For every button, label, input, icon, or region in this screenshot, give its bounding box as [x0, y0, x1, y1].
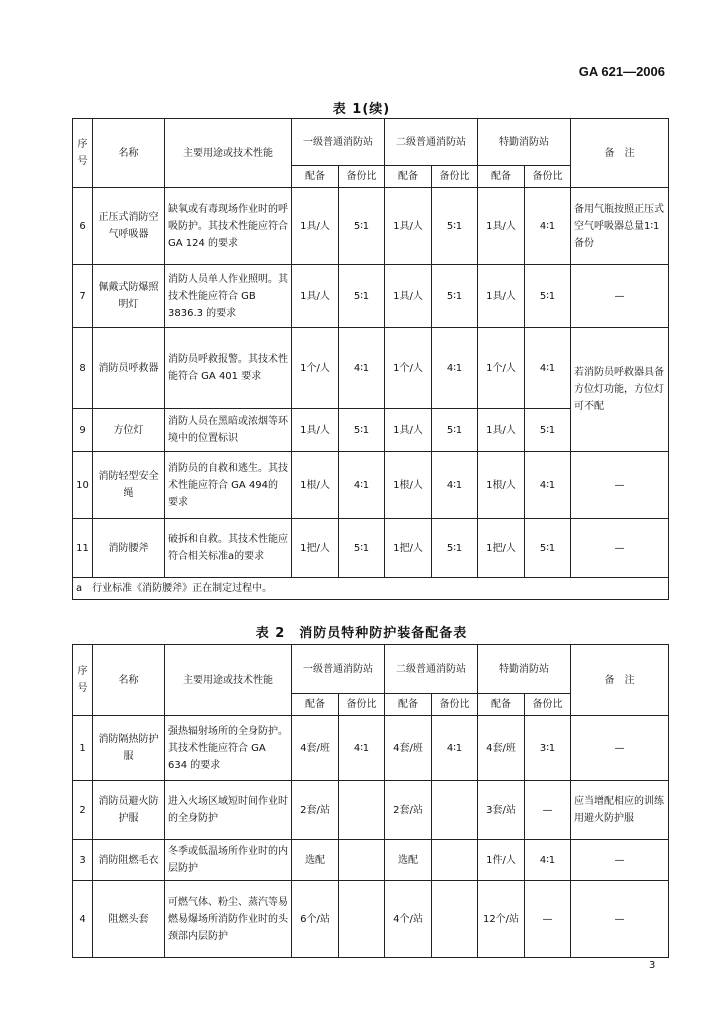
row-bei: 4∶1 [339, 452, 385, 519]
row-bei: — [525, 781, 571, 840]
row-desc: 消防人员单人作业照明。其技术性能应符合 GB 3836.3 的要求 [165, 265, 292, 328]
row-pei: 1把/人 [385, 519, 432, 578]
row-bei: 5∶1 [339, 519, 385, 578]
row-name: 消防员呼救器 [93, 328, 165, 409]
table-row [73, 519, 669, 578]
row-pei: 选配 [385, 840, 432, 881]
row-bei: 5∶1 [432, 519, 478, 578]
header-pei: 配备 [385, 694, 432, 716]
header-bei: 备份比 [432, 166, 478, 188]
row-note: — [571, 716, 669, 781]
row-seq: 10 [73, 452, 93, 519]
row-pei: 4套/班 [385, 716, 432, 781]
row-seq: 1 [73, 716, 93, 781]
header-pei: 配备 [292, 694, 339, 716]
row-pei: 1具/人 [385, 409, 432, 452]
header-bei: 备份比 [525, 166, 571, 188]
row-bei: 4∶1 [339, 328, 385, 409]
header-pei: 配备 [292, 166, 339, 188]
row-pei: 4个/站 [385, 881, 432, 958]
row-seq: 6 [73, 188, 93, 265]
row-name: 阻燃头套 [93, 881, 165, 958]
row-pei: 1具/人 [292, 188, 339, 265]
header-note: 备 注 [571, 645, 669, 716]
header-seq: 序号 [73, 645, 93, 716]
row-pei: 1具/人 [292, 265, 339, 328]
row-pei: 2套/站 [385, 781, 432, 840]
row-name: 消防轻型安全绳 [93, 452, 165, 519]
page-number: 3 [649, 960, 656, 971]
row-pei: 1把/人 [478, 519, 525, 578]
row-bei [432, 881, 478, 958]
equipment-table-2 [72, 644, 669, 958]
row-pei: 1根/人 [478, 452, 525, 519]
row-desc: 冬季或低温场所作业时的内层防护 [165, 840, 292, 881]
row-pei: 1具/人 [292, 409, 339, 452]
row-seq: 4 [73, 881, 93, 958]
row-bei: 4∶1 [525, 840, 571, 881]
row-pei: 1个/人 [478, 328, 525, 409]
row-bei: — [525, 881, 571, 958]
row-bei: 4∶1 [525, 328, 571, 409]
row-pei: 1具/人 [385, 265, 432, 328]
row-pei: 1具/人 [478, 265, 525, 328]
row-name: 消防阻燃毛衣 [93, 840, 165, 881]
row-pei: 6个/站 [292, 881, 339, 958]
table-row [73, 881, 669, 958]
header-special-station: 特勤消防站 [478, 645, 571, 694]
row-bei: 5∶1 [339, 409, 385, 452]
header-desc: 主要用途或技术性能 [165, 645, 292, 716]
row-name: 方位灯 [93, 409, 165, 452]
row-bei [432, 840, 478, 881]
row-name: 佩戴式防爆照明灯 [93, 265, 165, 328]
row-bei: 4∶1 [525, 188, 571, 265]
row-name: 正压式消防空气呼吸器 [93, 188, 165, 265]
header-name: 名称 [93, 645, 165, 716]
row-pei: 1件/人 [478, 840, 525, 881]
row-note: 若消防员呼救器具备方位灯功能，方位灯可不配 [571, 328, 669, 452]
header-name: 名称 [93, 119, 165, 188]
row-pei: 1具/人 [385, 188, 432, 265]
row-bei: 3∶1 [525, 716, 571, 781]
row-pei: 1根/人 [292, 452, 339, 519]
row-note: 备用气瓶按照正压式空气呼吸器总量1∶1备份 [571, 188, 669, 265]
row-desc: 缺氧或有毒现场作业时的呼吸防护。其技术性能应符合 GA 124 的要求 [165, 188, 292, 265]
row-note: — [571, 452, 669, 519]
row-seq: 7 [73, 265, 93, 328]
header-level2-station: 二级普通消防站 [385, 645, 478, 694]
standard-code: GA 621—2006 [578, 64, 665, 79]
header-pei: 配备 [478, 166, 525, 188]
row-bei [339, 781, 385, 840]
row-bei: 4∶1 [432, 716, 478, 781]
table-row [73, 781, 669, 840]
row-desc: 可燃气体、粉尘、蒸汽等易燃易爆场所消防作业时的头颈部内层防护 [165, 881, 292, 958]
row-desc: 消防员呼救报警。其技术性能符合 GA 401 要求 [165, 328, 292, 409]
header-level2-station: 二级普通消防站 [385, 119, 478, 166]
table-row [73, 840, 669, 881]
row-bei [339, 840, 385, 881]
row-bei: 5∶1 [432, 265, 478, 328]
header-pei: 配备 [478, 694, 525, 716]
row-pei: 2套/站 [292, 781, 339, 840]
header-bei: 备份比 [339, 694, 385, 716]
row-bei: 5∶1 [339, 188, 385, 265]
header-bei: 备份比 [432, 694, 478, 716]
row-pei: 4套/班 [292, 716, 339, 781]
table-row [73, 328, 669, 409]
row-seq: 11 [73, 519, 93, 578]
table1-caption: 表 1(续) [332, 102, 391, 117]
equipment-table-1 [72, 118, 669, 600]
row-seq: 2 [73, 781, 93, 840]
table2-caption: 表 2 消防员特种防护装备配备表 [255, 626, 468, 641]
row-bei [339, 881, 385, 958]
table1-footnote: a 行业标准《消防腰斧》正在制定过程中。 [73, 578, 669, 600]
row-name: 消防隔热防护服 [93, 716, 165, 781]
row-bei: 5∶1 [432, 188, 478, 265]
header-bei: 备份比 [525, 694, 571, 716]
row-note: — [571, 840, 669, 881]
row-pei: 3套/站 [478, 781, 525, 840]
row-desc: 强热辐射场所的全身防护。其技术性能应符合 GA 634 的要求 [165, 716, 292, 781]
row-desc: 破拆和自救。其技术性能应符合相关标准a的要求 [165, 519, 292, 578]
table-row [73, 265, 669, 328]
header-bei: 备份比 [339, 166, 385, 188]
row-bei: 4∶1 [339, 716, 385, 781]
row-bei: 5∶1 [339, 265, 385, 328]
row-note: — [571, 881, 669, 958]
row-bei: 4∶1 [525, 452, 571, 519]
row-name: 消防员避火防护服 [93, 781, 165, 840]
table-row [73, 188, 669, 265]
row-pei: 4套/班 [478, 716, 525, 781]
row-note: — [571, 519, 669, 578]
row-bei: 4∶1 [432, 328, 478, 409]
row-pei: 1个/人 [385, 328, 432, 409]
header-level1-station: 一级普通消防站 [292, 645, 385, 694]
row-bei: 5∶1 [432, 409, 478, 452]
row-seq: 3 [73, 840, 93, 881]
row-pei: 1把/人 [292, 519, 339, 578]
row-bei: 5∶1 [525, 265, 571, 328]
row-desc: 消防人员在黑暗或浓烟等环境中的位置标识 [165, 409, 292, 452]
header-pei: 配备 [385, 166, 432, 188]
header-note: 备 注 [571, 119, 669, 188]
header-seq: 序号 [73, 119, 93, 188]
row-bei: 5∶1 [525, 519, 571, 578]
table-row [73, 716, 669, 781]
row-note: — [571, 265, 669, 328]
header-desc: 主要用途或技术性能 [165, 119, 292, 188]
row-name: 消防腰斧 [93, 519, 165, 578]
row-desc: 进入火场区域短时间作业时的全身防护 [165, 781, 292, 840]
row-desc: 消防员的自救和逃生。其技术性能应符合 GA 494的要求 [165, 452, 292, 519]
row-pei: 1具/人 [478, 409, 525, 452]
row-pei: 1个/人 [292, 328, 339, 409]
header-special-station: 特勤消防站 [478, 119, 571, 166]
row-seq: 9 [73, 409, 93, 452]
row-seq: 8 [73, 328, 93, 409]
row-pei: 1具/人 [478, 188, 525, 265]
row-bei: 5∶1 [525, 409, 571, 452]
table-row [73, 452, 669, 519]
row-pei: 1根/人 [385, 452, 432, 519]
row-pei: 选配 [292, 840, 339, 881]
header-level1-station: 一级普通消防站 [292, 119, 385, 166]
row-bei: 4∶1 [432, 452, 478, 519]
row-pei: 12个/站 [478, 881, 525, 958]
row-note: 应当增配相应的训练用避火防护服 [571, 781, 669, 840]
row-bei [432, 781, 478, 840]
